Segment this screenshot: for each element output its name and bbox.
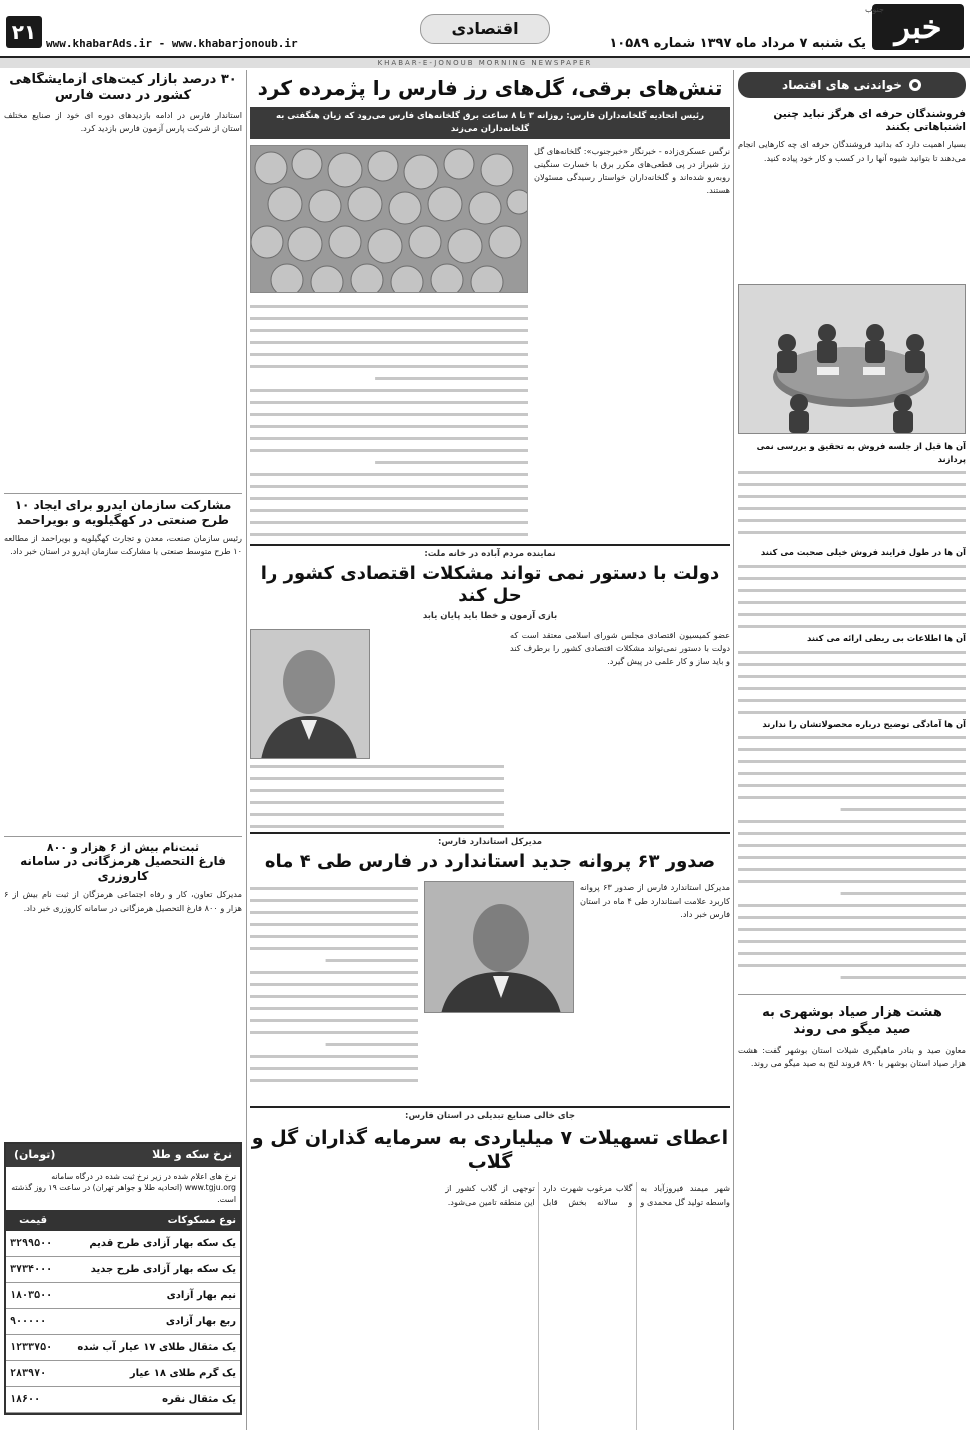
article-title[interactable]: فروشندگان حرفه ای هرگز نباید چنین اشتباهاتی بکنند	[773, 108, 966, 134]
text-lines-texture	[738, 559, 966, 629]
issue-dateline: یک شنبه ۷ مرداد ماه ۱۳۹۷ شماره ۱۰۵۸۹	[609, 36, 866, 51]
gold-item-price: ۲۸۳۹۷۰	[6, 1360, 60, 1386]
newspaper-logo: خبر	[872, 4, 964, 50]
text-lines-texture	[738, 730, 966, 990]
gold-item-name: یک گرم طلای ۱۸ عیار	[60, 1360, 240, 1386]
gold-price-title: نرخ سکه و طلا	[152, 1148, 232, 1162]
article-body-continued	[738, 730, 966, 990]
gold-price-unit: (تومان)	[14, 1148, 56, 1162]
article-subheading: آن ها آمادگی توضیح درباره محصولاتشان را ندارند	[762, 718, 966, 729]
standards-story-kicker: مدیرکل استاندارد فارس:	[437, 837, 543, 847]
logo-subtitle: جنوب	[864, 5, 884, 14]
person-portrait-icon	[250, 630, 369, 759]
bullet-icon	[908, 78, 922, 92]
gold-price-row	[6, 1282, 240, 1308]
gold-price-box	[4, 1142, 242, 1415]
article-title[interactable]: ۳۰ درصد بازار کیت‌های آزمایشگاهی کشور در دست فارس	[9, 72, 237, 104]
article-subheading: آن ها اطلاعات بی ربطی ارائه می کنند	[807, 633, 966, 644]
text-lines-texture	[250, 299, 528, 543]
top-story-headline[interactable]: تنش‌های برقی، گل‌های رز فارس را پژمرده کرد	[257, 76, 723, 100]
left-column	[4, 72, 242, 1430]
gold-price-row	[6, 1308, 240, 1334]
gold-item-price: ۹۰۰۰۰۰	[6, 1308, 60, 1334]
top-story-body-continued	[250, 299, 528, 543]
text-lines-texture	[738, 645, 966, 715]
business-meeting-illustration	[738, 285, 965, 434]
gold-col-header-price: قیمت	[6, 1210, 60, 1231]
article-body: رئیس سازمان صنعت، معدن و تجارت کهگیلویه و بویراحمد از مطالعه ۱۰ طرح متوسط صنعتی با مشارکت سازمان ایدرو در استان خبر داد.	[4, 532, 242, 556]
top-story-subheadline: رئیس اتحادیه گلخانه‌داران فارس: روزانه ۳ تا ۸ ساعت برق گلخانه‌های فارس می‌رود که زیان هنگفتی به گلخانه‌داران می‌زند	[250, 107, 730, 139]
gold-item-price: ۱۸۶۰۰	[6, 1386, 60, 1412]
gold-price-header	[6, 1144, 240, 1167]
article-body-continued	[738, 645, 966, 715]
roses-photo	[250, 145, 528, 293]
article-body-continued	[738, 465, 966, 543]
gold-price-note: نرخ های اعلام شده در زیر نرخ ثبت شده در درگاه سامانه www.tgju.org (اتحادیه طلا و جواهر تهران) در ساعت ۱۹ روز گذشته است.	[11, 1171, 236, 1205]
article-title[interactable]: فارغ التحصیل هرمزگانی در سامانه کاروزری	[20, 854, 226, 884]
article-body: استاندار فارس در ادامه بازدیدهای دوره ای خود از صنایع مختلف استان از شرکت پارس آزمون فارس بازدید کرد.	[4, 109, 242, 133]
gold-item-name: یک سکه بهار آزادی طرح جدید	[60, 1256, 240, 1282]
standards-story	[250, 836, 730, 1104]
standards-story-headline[interactable]: صدور ۶۳ پروانه جدید استاندارد در فارس طی ۴ ماه	[264, 850, 716, 872]
mp-portrait-photo	[250, 629, 370, 759]
page-number: ۲۱	[6, 16, 42, 48]
section-title: اقتصادی	[420, 14, 550, 44]
gold-price-row	[6, 1386, 240, 1412]
gold-price-table	[6, 1210, 240, 1413]
article-subheading: آن ها قبل از جلسه فروش به تحقیق و بررسی نمی پردازند	[756, 441, 966, 464]
gold-item-name: یک سکه بهار آزادی طرح قدیم	[60, 1231, 240, 1257]
article-title[interactable]: مشارکت سازمان ایدرو برای ایجاد ۱۰ طرح صنعتی در کهگیلویه و بویراحمد	[14, 497, 232, 527]
gold-item-price: ۳۲۹۹۵۰۰	[6, 1231, 60, 1257]
mid-story-subheadline: بازی آزمون و خطا باید پایان یابد	[422, 610, 558, 621]
gold-price-row	[6, 1256, 240, 1282]
gold-item-price: ۳۷۳۴۰۰۰	[6, 1256, 60, 1282]
section-header-label: خواندنی های اقتصاد	[782, 78, 902, 92]
gold-item-name: یک مثقال نقره	[60, 1386, 240, 1412]
rosewater-story	[250, 1110, 730, 1430]
gold-item-name: یک مثقال طلای ۱۷ عیار آب شده	[60, 1334, 240, 1360]
gold-item-price: ۱۸۰۳۵۰۰	[6, 1282, 60, 1308]
article-title[interactable]: هشت هزار صیاد بوشهری به صید میگو می روند	[762, 1005, 942, 1037]
mid-story-headline[interactable]: دولت با دستور نمی تواند مشکلات اقتصادی کشور را حل کند	[260, 562, 720, 607]
gold-price-row	[6, 1334, 240, 1360]
text-lines-texture	[250, 881, 418, 1091]
rosewater-story-headline[interactable]: اعطای تسهیلات ۷ میلیاردی به سرمایه گذاران گل و گلاب	[251, 1126, 729, 1173]
gold-price-row	[6, 1360, 240, 1386]
mid-story-body: عضو کمیسیون اقتصادی مجلس شورای اسلامی معتقد است که دولت با دستور نمی‌تواند مشکلات اقتصادی کشور را برطرف کند و باید ساز و کار علمی در پیش گیرد.	[510, 629, 730, 667]
masthead	[0, 0, 970, 58]
person-portrait-icon	[424, 882, 573, 1013]
top-story	[250, 72, 730, 542]
website-urls[interactable]: www.khabarAds.ir - www.khabarjonoub.ir	[46, 37, 298, 50]
mid-story-kicker: نماینده مردم آباده در خانه ملت:	[424, 549, 556, 559]
gold-price-row	[6, 1231, 240, 1257]
article-body: مدیرکل تعاون، کار و رفاه اجتماعی هرمزگان از ثبت نام بیش از ۶ هزار و ۸۰۰ فارغ التحصیل هرمزگانی در سامانه کاروزری خبر داد.	[4, 889, 242, 913]
standards-story-body: مدیرکل استاندارد فارس از صدور ۶۳ پروانه کاربرد علامت استاندارد طی ۴ ماه در استان فارس خبر داد.	[580, 882, 730, 919]
article-kicker: ثبت‌نام بیش از ۶ هزار و ۸۰۰	[46, 840, 200, 854]
mid-story	[250, 548, 730, 830]
section-header-banner	[738, 72, 966, 98]
article-body: معاون صید و بنادر ماهیگیری شیلات استان بوشهر گفت: هشت هزار صیاد استان بوشهر با ۸۹۰ فروند لنج به صید میگو می روند.	[738, 1044, 966, 1069]
standards-story-body-continued	[250, 881, 418, 1091]
article-body-continued	[738, 559, 966, 629]
text-lines-texture	[738, 465, 966, 543]
gold-col-header-type: نوع مسکوکات	[60, 1210, 240, 1231]
article-subheading: آن ها در طول فرایند فروش خیلی صحبت می کنند	[760, 547, 966, 558]
rosewater-story-kicker: جای خالی صنایع تبدیلی در استان فارس:	[405, 1111, 575, 1121]
roses-illustration	[250, 146, 527, 293]
text-lines-texture	[250, 759, 504, 831]
right-column	[738, 72, 966, 1430]
gold-item-name: نیم بهار آزادی	[60, 1282, 240, 1308]
article-body: بسیار اهمیت دارد که بدانید فروشندگان حرفه ای چه کارهایی انجام می‌دهند تا بتوانید شیوه آنها را در کسب و کار خود پیاده کنید.	[738, 139, 966, 163]
meeting-photo	[738, 284, 966, 434]
rosewater-story-body: شهر میمند فیروزآباد به واسطه تولید گل محمدی و گلاب مرغوب شهرت دارد و سالانه بخش قابل توجهی از گلاب کشور از این منطقه تامین می‌شود.	[445, 1183, 730, 1207]
director-portrait-photo	[424, 881, 574, 1013]
top-story-body: نرگس عسکری‌زاده - خبرنگار «خبرجنوب»: گلخانه‌های گل رز شیراز در پی قطعی‌های مکرر برق با خسارت سنگینی روبه‌رو شده‌اند و گلخانه‌داران خواستار رسیدگی مسئولان هستند.	[534, 145, 730, 196]
gold-item-name: ربع بهار آزادی	[60, 1308, 240, 1334]
gold-item-price: ۱۲۳۳۷۵۰	[6, 1334, 60, 1360]
tagline: KHABAR-E-JONOUB MORNING NEWSPAPER	[0, 58, 970, 68]
